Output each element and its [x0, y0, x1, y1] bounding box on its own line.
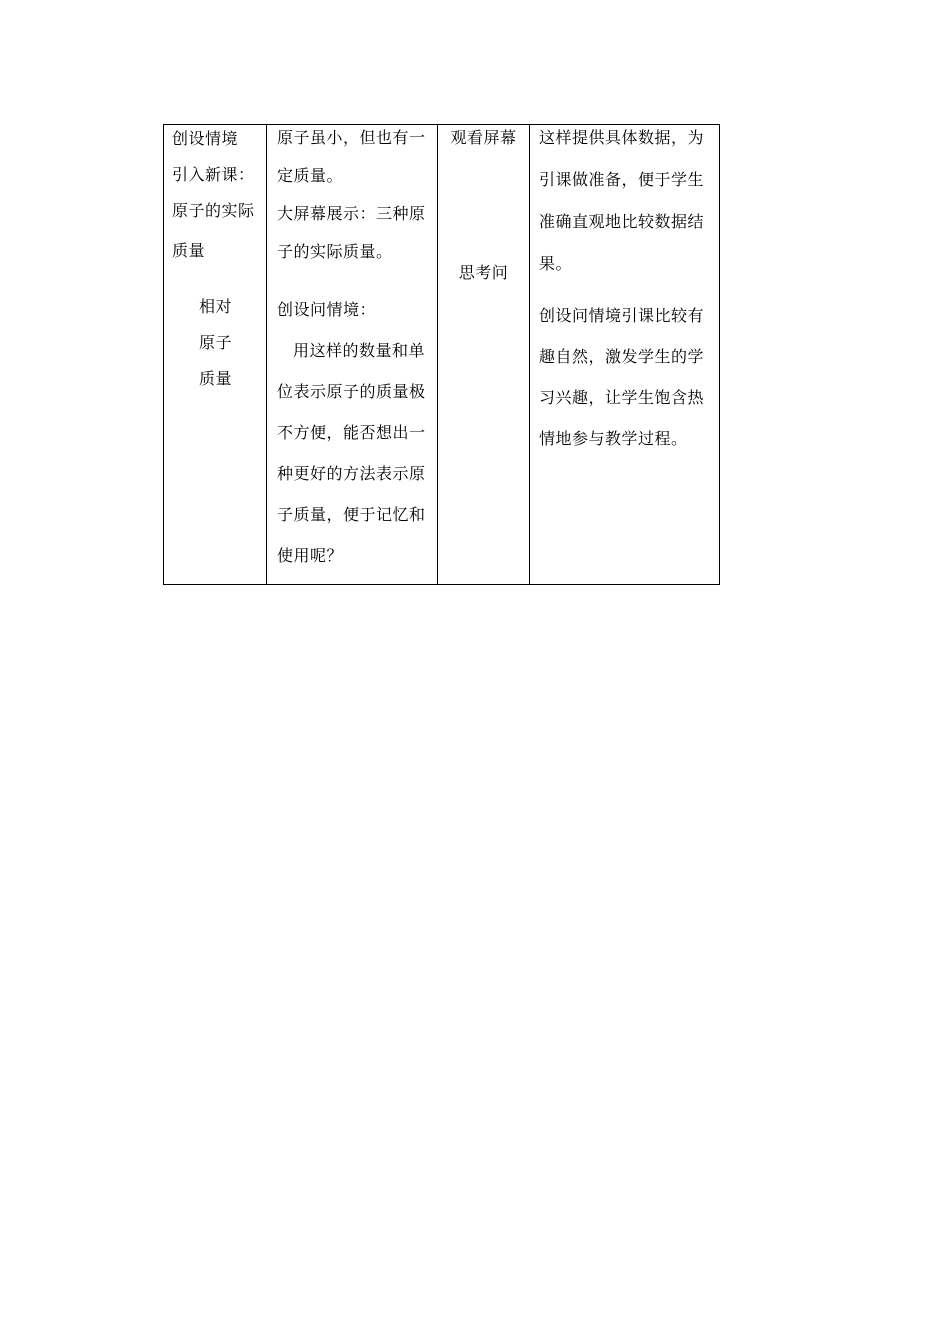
- student-activity-line: 思考问: [458, 263, 509, 282]
- activity-block: [277, 125, 437, 201]
- subtopic-line: 质量: [199, 369, 233, 388]
- topic-cell: [164, 125, 267, 585]
- topic-line: 创设情境: [172, 129, 239, 148]
- subtopic-line: 原子: [199, 333, 233, 352]
- activity-line: 子的实际质量。: [277, 242, 393, 261]
- intent-line: 引课做准备，便于学生: [539, 170, 705, 189]
- activity-line: 使用呢？: [277, 546, 344, 565]
- activity-block: [277, 201, 437, 277]
- activity-line: 定质量。: [277, 166, 344, 185]
- activity-line: 位表示原子的质量极: [277, 382, 426, 401]
- activity-line: 不方便，能否想出一: [277, 423, 426, 442]
- intent-line: 创设问情境引课比较有: [539, 306, 705, 325]
- activity-block: [277, 297, 437, 584]
- teacher-activity-cell: [267, 125, 438, 585]
- intent-paragraph: [539, 303, 719, 467]
- topic-line: 引入新课：: [172, 165, 255, 184]
- design-intent-cell: [530, 125, 720, 585]
- activity-heading: 创设问情境：: [277, 300, 377, 319]
- intent-line: 果。: [539, 254, 573, 273]
- subtopic-line: 相对: [199, 297, 233, 316]
- activity-line: 用这样的数量和单: [293, 341, 426, 360]
- table-row: [164, 125, 720, 585]
- student-activity-cell: [438, 125, 530, 585]
- intent-paragraph: [539, 125, 719, 293]
- intent-line: 习兴趣，让学生饱含热: [539, 388, 705, 407]
- intent-line: 这样提供具体数据，为: [539, 128, 705, 147]
- topic-line: 质量: [172, 241, 206, 260]
- student-activity-line: 观看屏幕: [450, 128, 517, 147]
- activity-line: 子质量，便于记忆和: [277, 505, 426, 524]
- lesson-plan-table: [163, 124, 720, 585]
- subtopic-text: [172, 295, 266, 403]
- topic-line: 原子的实际: [172, 201, 255, 220]
- activity-line: 原子虽小，但也有一: [277, 128, 426, 147]
- activity-line: 大屏幕展示：三种原: [277, 204, 426, 223]
- activity-line: 种更好的方法表示原: [277, 464, 426, 483]
- intent-line: 情地参与教学过程。: [539, 429, 688, 448]
- intent-line: 准确直观地比较数据结: [539, 212, 705, 231]
- topic-text: [172, 125, 266, 275]
- intent-line: 趣自然，激发学生的学: [539, 347, 705, 366]
